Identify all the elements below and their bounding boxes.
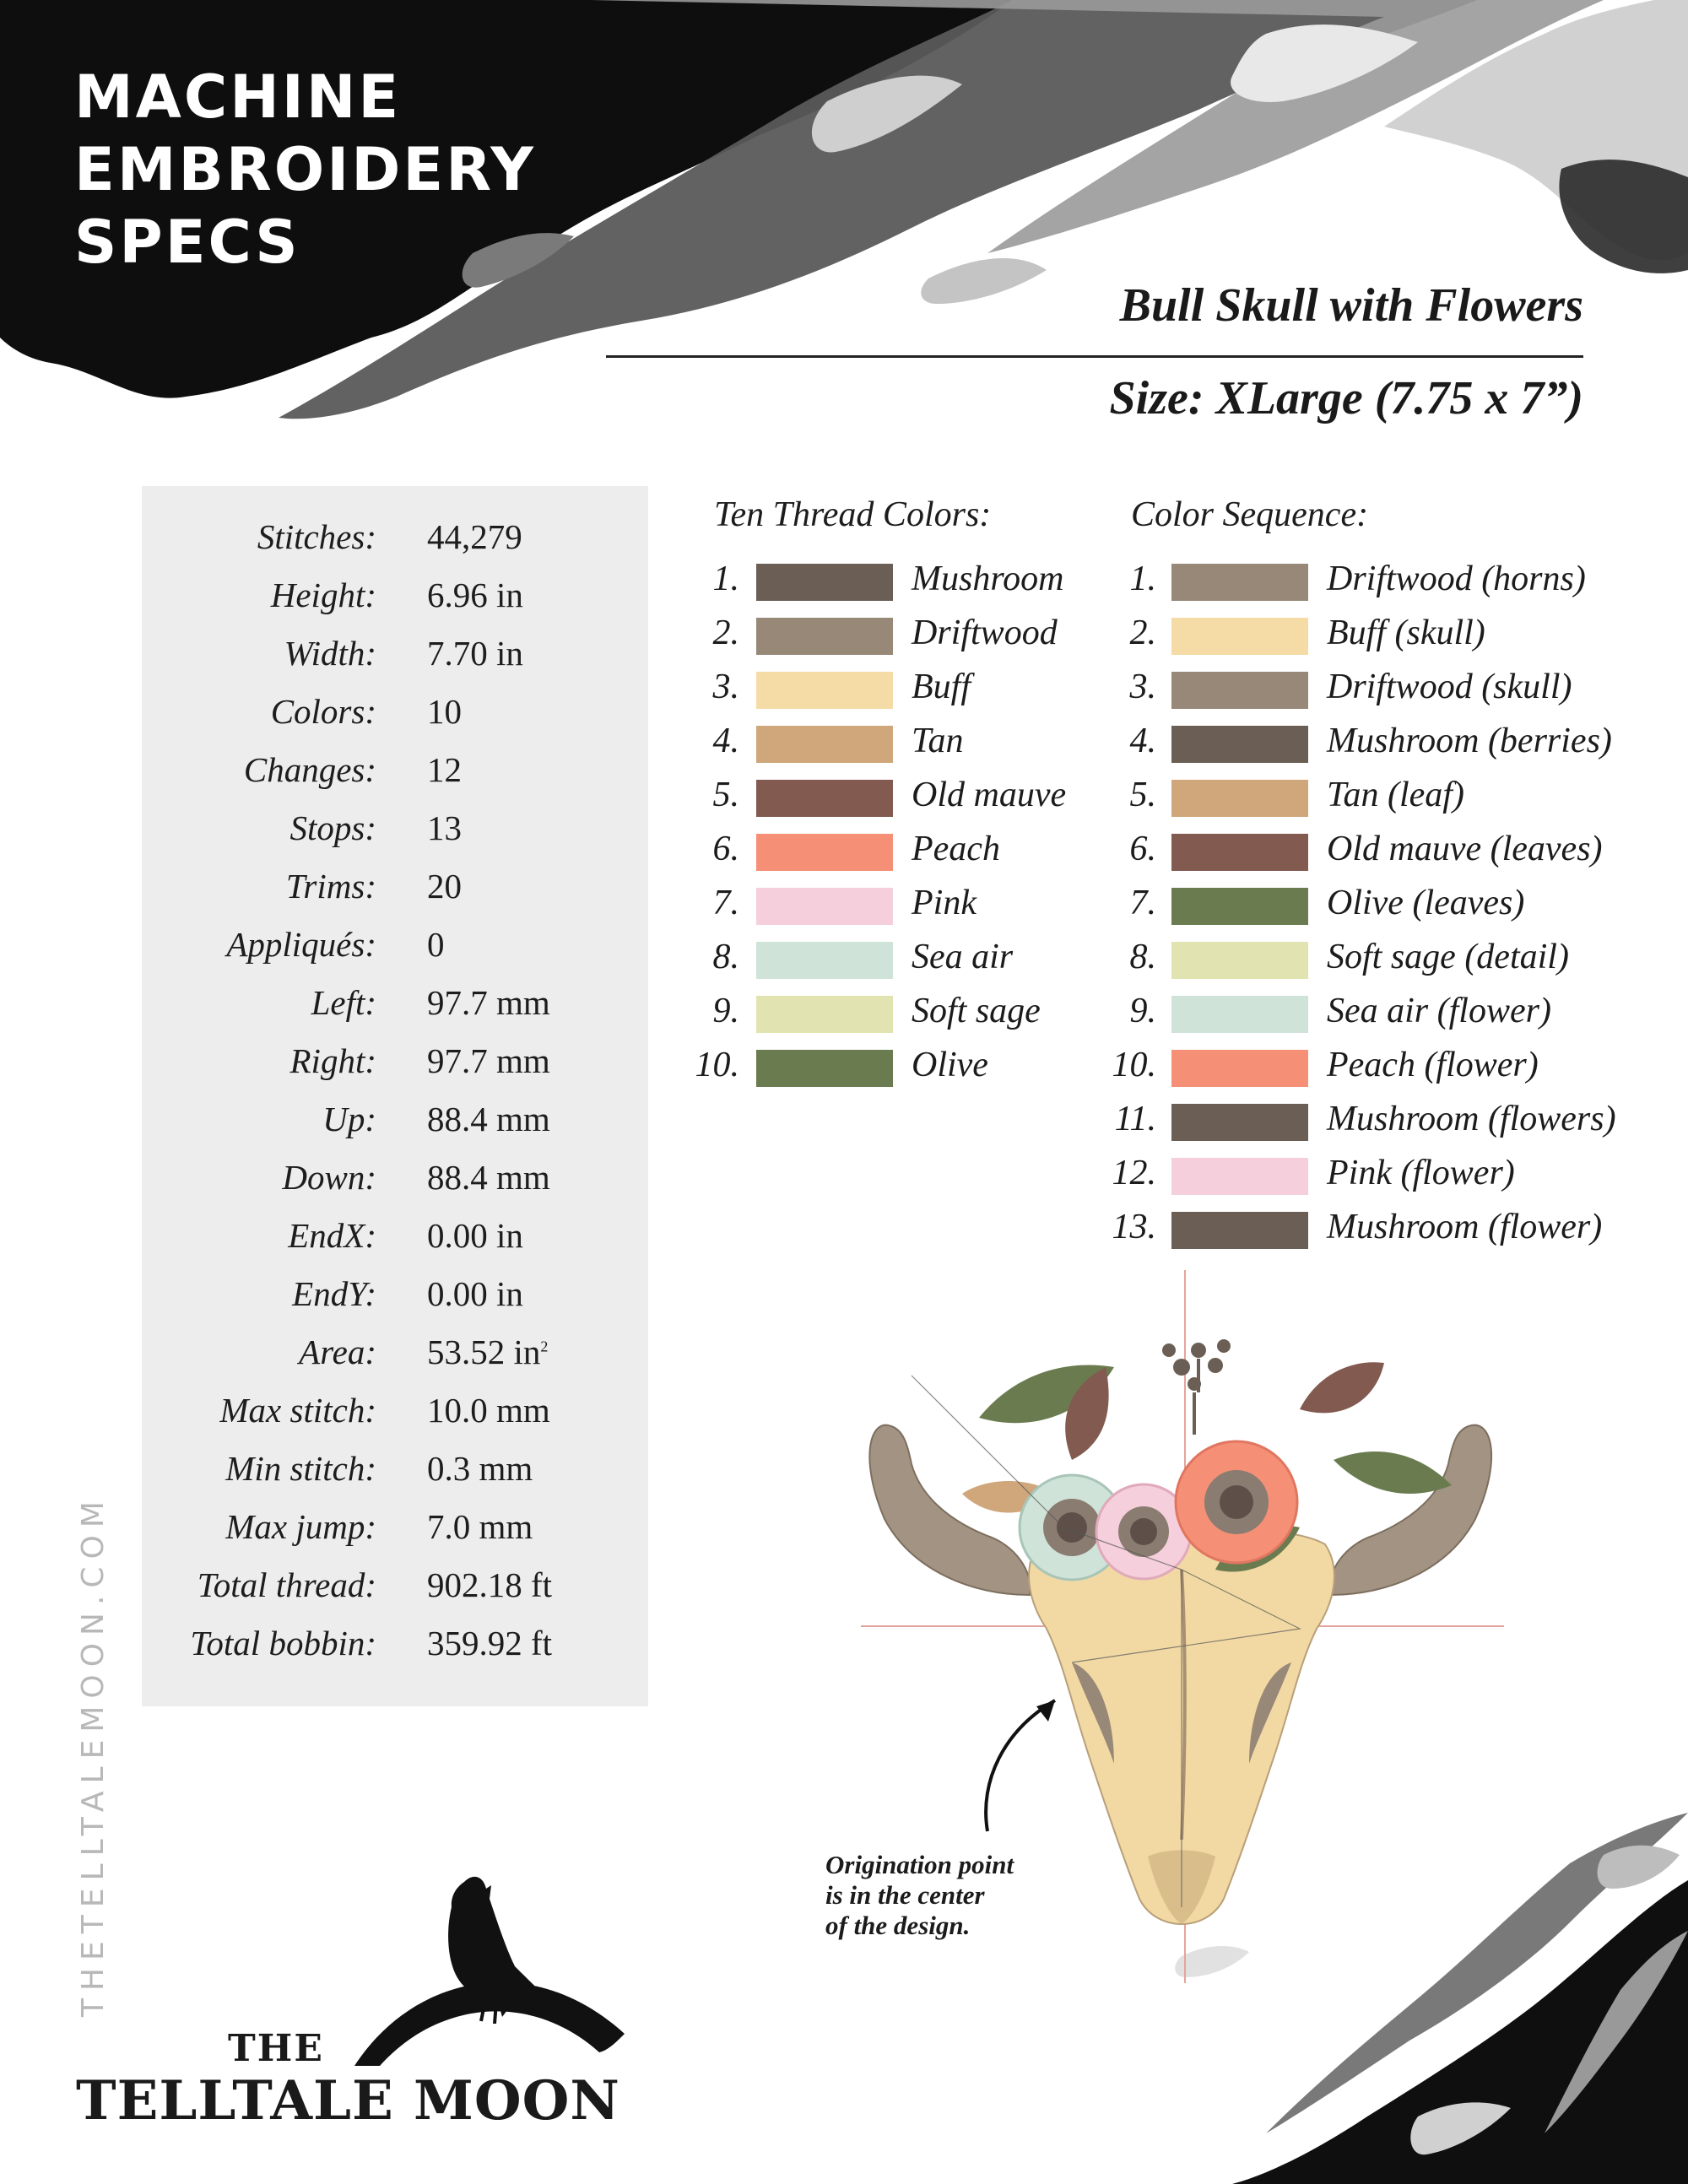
spec-value-text: 12 — [427, 750, 462, 789]
spec-value-superscript: 2 — [540, 1338, 549, 1355]
spec-row — [142, 1506, 648, 1565]
color-name: Tan — [912, 722, 964, 760]
spec-value — [427, 1273, 523, 1314]
color-swatch — [1171, 618, 1308, 655]
spec-label: Colors: — [270, 692, 376, 731]
color-name: Sea air (flower) — [1327, 992, 1551, 1030]
color-name: Driftwood (horns) — [1327, 560, 1586, 598]
color-number: 13. — [1112, 1208, 1156, 1246]
color-swatch — [1171, 996, 1308, 1033]
color-number: 5. — [712, 776, 739, 814]
color-number: 4. — [712, 722, 739, 760]
color-name: Driftwood (skull) — [1327, 668, 1572, 706]
brand-the: THE — [228, 2027, 324, 2070]
color-swatch — [1171, 1212, 1308, 1249]
color-number: 9. — [712, 992, 739, 1030]
title-line: MACHINE — [74, 62, 402, 132]
color-swatch — [1171, 1104, 1308, 1141]
size-label: Size: — [1109, 372, 1204, 424]
color-number: 10. — [695, 1046, 739, 1084]
spec-row — [142, 1273, 648, 1332]
sequence-row — [0, 937, 1688, 991]
color-number: 8. — [712, 938, 739, 976]
color-number: 5. — [1129, 776, 1156, 814]
berry-stem — [1194, 1359, 1198, 1435]
color-swatch — [1171, 1050, 1308, 1087]
color-name: Driftwood — [912, 614, 1058, 652]
sequence-row — [0, 559, 1688, 613]
note-line: Origination point — [825, 1850, 1014, 1879]
spec-value-text: 97.7 mm — [427, 1041, 550, 1080]
spec-label: Trims: — [285, 867, 376, 905]
spec-value-text: 53.52 in — [427, 1333, 541, 1371]
spec-value-text: 902.18 ft — [427, 1565, 553, 1604]
spec-value-text: 88.4 mm — [427, 1100, 550, 1138]
spec-value-text: 10.0 mm — [427, 1391, 550, 1430]
spec-row — [142, 1565, 648, 1623]
color-name: Pink — [912, 884, 977, 922]
color-swatch — [1171, 564, 1308, 601]
spec-label: Max stitch: — [219, 1391, 376, 1430]
spec-label: EndX: — [288, 1216, 376, 1255]
mauve-leaf-right — [1300, 1362, 1384, 1413]
color-name: Old mauve (leaves) — [1327, 830, 1603, 868]
spec-label: Down: — [282, 1158, 376, 1197]
note-line: of the design. — [825, 1911, 971, 1940]
spec-value-text: 88.4 mm — [427, 1158, 550, 1197]
raven-moon-logo-icon — [346, 1873, 633, 2068]
color-name: Peach — [912, 830, 1000, 868]
color-name: Mushroom (flower) — [1327, 1208, 1603, 1246]
spec-row — [142, 1390, 648, 1448]
website-text: THETELLTALEMOON.COM — [76, 1494, 111, 2017]
spec-value — [427, 1448, 533, 1489]
spec-value — [427, 1623, 552, 1663]
title-divider — [606, 355, 1583, 358]
sequence-row — [0, 883, 1688, 937]
color-number: 11. — [1114, 1100, 1156, 1138]
sequence-row — [0, 991, 1688, 1045]
note-line: is in the center — [825, 1880, 985, 1910]
color-swatch — [1171, 942, 1308, 979]
color-name: Olive — [912, 1046, 988, 1084]
color-number: 6. — [712, 830, 739, 868]
sequence-row — [0, 1207, 1688, 1261]
sequence-row — [0, 667, 1688, 721]
color-name: Buff (skull) — [1327, 614, 1485, 652]
origin-arrow — [971, 1688, 1072, 1840]
color-swatch — [1171, 780, 1308, 817]
spec-label: Area: — [299, 1333, 376, 1371]
color-name: Buff — [912, 668, 971, 706]
spec-value-text: 0 — [427, 925, 445, 964]
spec-value-text: 0.3 mm — [427, 1449, 533, 1488]
color-number: 2. — [712, 614, 739, 652]
spec-label: EndY: — [292, 1274, 376, 1313]
origination-note — [825, 1850, 1014, 1941]
spec-value-text: 10 — [427, 692, 462, 731]
spec-value — [427, 1565, 552, 1605]
berries — [1162, 1339, 1231, 1391]
color-number: 3. — [712, 668, 739, 706]
spec-value-text: 0.00 in — [427, 1216, 523, 1255]
sequence-row — [0, 1099, 1688, 1153]
color-sequence-heading: Color Sequence: — [1131, 495, 1369, 534]
right-horn — [1329, 1425, 1491, 1595]
spec-value-text: 7.0 mm — [427, 1507, 533, 1546]
size-value: XLarge (7.75 x 7”) — [1215, 372, 1583, 424]
spec-label: Max jump: — [225, 1507, 376, 1546]
spec-value-text: 0.00 in — [427, 1274, 523, 1313]
color-name: Mushroom (flowers) — [1327, 1100, 1616, 1138]
color-number: 1. — [1129, 560, 1156, 598]
sequence-row — [0, 829, 1688, 883]
spec-row — [142, 1332, 648, 1390]
spec-label: Min stitch: — [225, 1449, 376, 1488]
sequence-row — [0, 1153, 1688, 1207]
color-number: 2. — [1129, 614, 1156, 652]
spec-label: Left: — [311, 983, 376, 1022]
color-swatch — [1171, 834, 1308, 871]
spec-label: Changes: — [243, 750, 376, 789]
spec-row — [142, 1623, 648, 1681]
color-swatch — [1171, 726, 1308, 763]
color-number: 12. — [1112, 1154, 1156, 1192]
spec-label: Total bobbin: — [190, 1624, 376, 1662]
color-name: Pink (flower) — [1327, 1154, 1515, 1192]
olive-leaf-right — [1334, 1451, 1452, 1494]
brand-name: TELLTALE MOON — [76, 2069, 620, 2133]
color-name: Olive (leaves) — [1327, 884, 1525, 922]
title-line: SPECS — [74, 208, 300, 277]
spec-label: Stops: — [289, 808, 376, 847]
color-number: 7. — [1129, 884, 1156, 922]
spec-value — [427, 1506, 533, 1547]
spec-label: Right: — [289, 1041, 376, 1080]
design-size — [1109, 371, 1583, 425]
spec-value-text: 6.96 in — [427, 576, 523, 614]
spec-value-text: 44,279 — [427, 517, 522, 556]
color-swatch — [1171, 888, 1308, 925]
spec-label: Appliqués: — [226, 925, 376, 964]
spec-row — [142, 1448, 648, 1506]
thread-colors-heading: Ten Thread Colors: — [714, 495, 992, 534]
sequence-row — [0, 775, 1688, 829]
spec-value — [427, 1390, 550, 1430]
color-number: 10. — [1112, 1046, 1156, 1084]
spec-label: Stitches: — [257, 517, 376, 556]
color-name: Old mauve — [912, 776, 1067, 814]
spec-value — [427, 1332, 548, 1372]
sequence-row — [0, 721, 1688, 775]
color-number: 7. — [712, 884, 739, 922]
sequence-row — [0, 1045, 1688, 1099]
page-title — [74, 61, 536, 278]
color-name: Peach (flower) — [1327, 1046, 1539, 1084]
peach-flower — [1176, 1441, 1297, 1563]
spec-value-text: 13 — [427, 808, 462, 847]
spec-value-text: 7.70 in — [427, 634, 523, 673]
sequence-row — [0, 613, 1688, 667]
spec-label: Up: — [322, 1100, 376, 1138]
spec-label: Total thread: — [197, 1565, 376, 1604]
color-swatch — [1171, 1158, 1308, 1195]
spec-value-text: 20 — [427, 867, 462, 905]
color-number: 9. — [1129, 992, 1156, 1030]
color-name: Tan (leaf) — [1327, 776, 1464, 814]
design-name: Bull Skull with Flowers — [1119, 279, 1583, 332]
spec-label: Width: — [284, 634, 376, 673]
color-name: Mushroom — [912, 560, 1064, 598]
color-name: Mushroom (berries) — [1327, 722, 1612, 760]
color-swatch — [1171, 672, 1308, 709]
title-line: EMBROIDERY — [74, 135, 536, 204]
color-name: Soft sage — [912, 992, 1041, 1030]
color-name: Soft sage (detail) — [1327, 938, 1569, 976]
color-number: 8. — [1129, 938, 1156, 976]
color-number: 1. — [712, 560, 739, 598]
color-number: 6. — [1129, 830, 1156, 868]
color-name: Sea air — [912, 938, 1014, 976]
color-number: 4. — [1129, 722, 1156, 760]
color-number: 3. — [1129, 668, 1156, 706]
spec-value-text: 359.92 ft — [427, 1624, 553, 1662]
spec-label: Height: — [270, 576, 376, 614]
spec-value — [427, 516, 522, 557]
spec-value-text: 97.7 mm — [427, 983, 550, 1022]
